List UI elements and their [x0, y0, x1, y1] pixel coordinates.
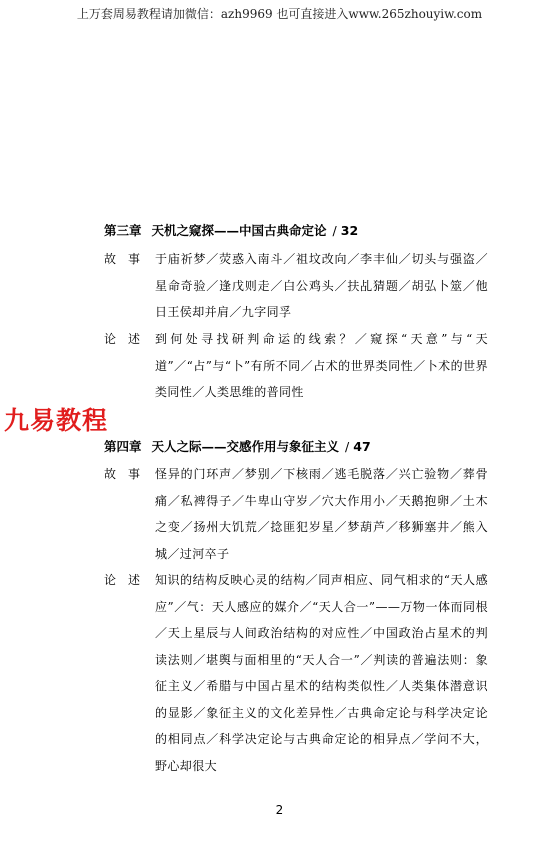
story-list: 怪异的门环声／梦别／下核雨／逃毛脱落／兴亡验物／葬骨痛／私裨得子／牛卑山守岁／穴大作用小／天鹅抱卵／土木之变／扬州大饥荒／捻匪犯岁星／梦葫芦／移狮塞井／熊入城／过河卒子 — [155, 467, 488, 561]
chapter-number: 第四章 — [104, 439, 142, 454]
chapter-number: 第三章 — [104, 223, 142, 238]
story-list: 于庙祈梦／荧惑入南斗／祖坟改向／李丰仙／切头与强盗／星命奇验／逢戊则走／白公鸡头／扶乩猜题／胡弘卜筮／他日王侯却并肩／九字同孚 — [155, 252, 488, 319]
theory-label: 论述 — [104, 573, 153, 587]
chapter-page-separator: / — [345, 439, 350, 454]
page-header: 上万套周易教程请加微信：azh9969 也可直接进入www.265zhouyiw.com — [76, 7, 483, 21]
chapter-title: 天人之际——交感作用与象征主义 — [151, 439, 340, 454]
chapter-page-separator: / — [332, 223, 337, 238]
chapter-page-number: 32 — [340, 223, 359, 238]
page-number: 2 — [275, 803, 284, 817]
chapter-heading — [104, 222, 358, 240]
story-label: 故事 — [104, 467, 153, 481]
theory-list: 到何处寻找研判命运的线索？／窥探“天意”与“天道”／“占”与“卜”有所不同／占术的世界类同性／卜术的世界类同性／人类思维的普同性 — [155, 332, 488, 399]
chapter-heading — [104, 438, 371, 456]
chapter-page-number: 47 — [353, 439, 371, 454]
watermark-logo: 九易教程 — [4, 406, 109, 435]
theory-label: 论述 — [104, 332, 153, 346]
chapter-title: 天机之窥探——中国古典命定论 — [151, 223, 327, 238]
story-label: 故事 — [104, 252, 153, 266]
theory-list: 知识的结构反映心灵的结构／同声相应、同气相求的“天人感应”／气：天人感应的媒介／“天人合一”——万物一体而同根／天上星辰与人间政治结构的对应性／中国政治占星术的判读法则／堪舆与面相里的“天人合一”／判读的普遍法则：象征主义／希腊与中国占星术的结构类似性／人类集体潜意识的显影／象征主义的文化差异性／古典命定论与科学决定论的相同点／科学决定论与古典命定论的相异点／学问不大，野心却很大 — [155, 573, 488, 773]
